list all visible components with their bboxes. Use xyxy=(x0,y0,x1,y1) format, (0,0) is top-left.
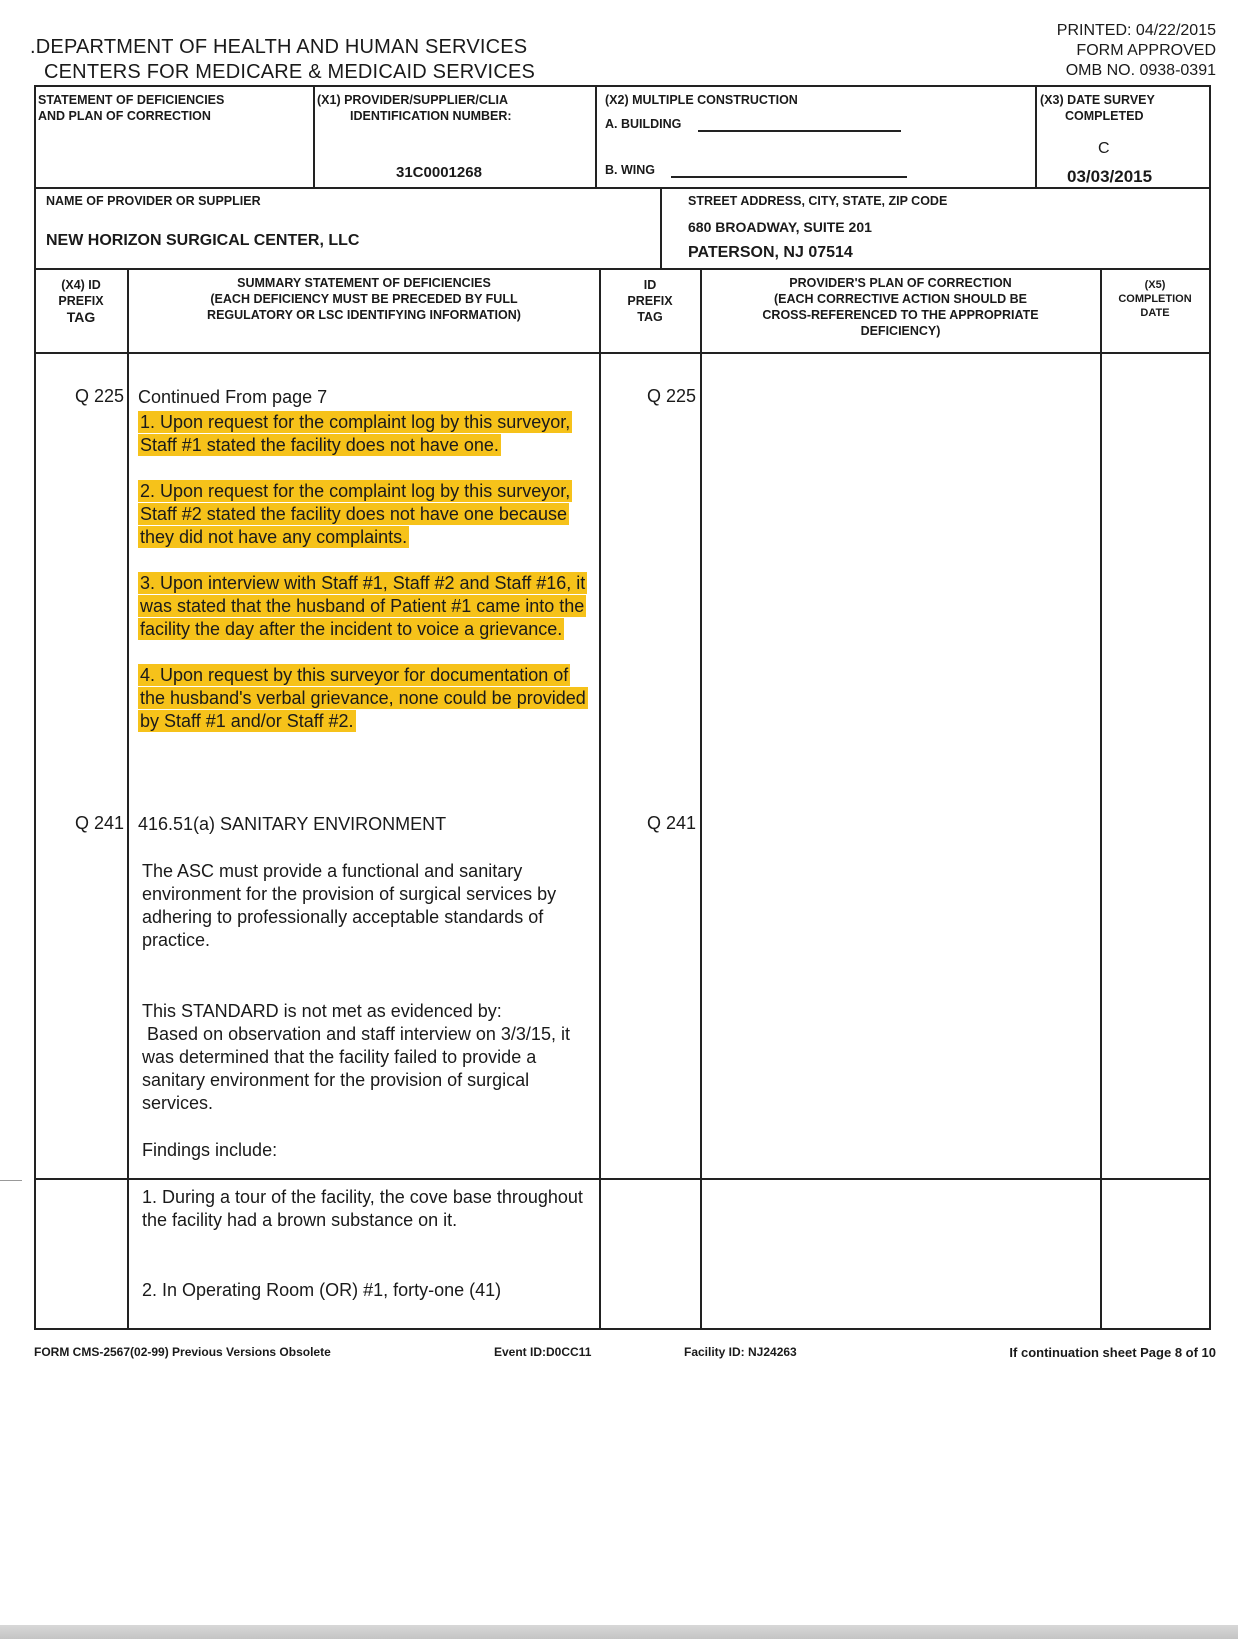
x5-header-3: DATE xyxy=(1140,307,1170,319)
plan-header-2: (EACH CORRECTIVE ACTION SHOULD BE xyxy=(773,292,1027,306)
building-label: A. BUILDING xyxy=(605,117,682,131)
q241-basis: Based on observation and staff interview on 3/3/15, it was determined that the facility failed to provide a sanitary environment for the provision of surgical services. xyxy=(142,1024,575,1113)
q241-tag-right: Q 241 xyxy=(646,813,696,833)
provider-name: NEW HORIZON SURGICAL CENTER, LLC xyxy=(46,232,360,249)
address-line1: 680 BROADWAY, SUITE 201 xyxy=(688,219,872,235)
plan-header-4: DEFICIENCY) xyxy=(860,324,941,338)
id-header-3: TAG xyxy=(637,310,663,324)
form-approved: FORM APPROVED xyxy=(1076,42,1216,59)
scan-edge-bar xyxy=(0,1625,1238,1639)
footer-event-id: Event ID:D0CC11 xyxy=(494,1345,592,1359)
q241-tag: Q 241 xyxy=(74,813,124,833)
continued-from: Continued From page 7 xyxy=(138,387,328,407)
wing-label: B. WING xyxy=(605,163,655,177)
x4-header-3: TAG xyxy=(66,309,96,325)
x1-label-1: (X1) PROVIDER/SUPPLIER/CLIA xyxy=(317,93,508,107)
printed-date: PRINTED: 04/22/2015 xyxy=(1056,22,1216,39)
q241-title: 416.51(a) SANITARY ENVIRONMENT xyxy=(138,814,447,834)
building-field xyxy=(698,130,901,132)
footer-page-number: If continuation sheet Page 8 of 10 xyxy=(1009,1345,1216,1360)
x3-label-1: (X3) DATE SURVEY xyxy=(1040,93,1155,107)
finding-item-3: 3. Upon interview with Staff #1, Staff #2 and Staff #16, it was stated that the husband of Patient #1 came into the facility the day after the incident to voice a grievance. xyxy=(140,573,586,639)
wing-field xyxy=(671,176,907,178)
statement-label-1: STATEMENT OF DEFICIENCIES xyxy=(38,93,225,107)
summary-header-3: REGULATORY OR LSC IDENTIFYING INFORMATION) xyxy=(207,308,521,322)
finding-item-2: 2. Upon request for the complaint log by this surveyor, Staff #2 stated the facility does not have one because they did not have any complaints. xyxy=(140,481,571,547)
x5-header-1: (X5) xyxy=(1144,279,1166,291)
q241-standard: The ASC must provide a functional and sanitary environment for the provision of surgical services by adhering to professionally acceptable standards of practice. xyxy=(142,861,557,950)
q225-tag-right: Q 225 xyxy=(646,386,696,406)
survey-code: C xyxy=(1098,140,1110,157)
q241-finding-1: 1. During a tour of the facility, the cove base throughout the facility had a brown substance on it. xyxy=(142,1187,583,1230)
x4-header-2: PREFIX xyxy=(58,294,104,308)
footer-facility-id: Facility ID: NJ24263 xyxy=(684,1345,797,1359)
plan-header-1: PROVIDER'S PLAN OF CORRECTION xyxy=(789,276,1012,290)
plan-header-3: CROSS-REFERENCED TO THE APPROPRIATE xyxy=(762,308,1039,322)
agency-name-line1: .DEPARTMENT OF HEALTH AND HUMAN SERVICES xyxy=(30,36,528,58)
q241-finding-2: 2. In Operating Room (OR) #1, forty-one (41) xyxy=(142,1280,502,1300)
id-header-2: PREFIX xyxy=(627,294,673,308)
x1-label-2: IDENTIFICATION NUMBER: xyxy=(350,109,512,123)
footer-form-id: FORM CMS-2567(02-99) Previous Versions Obsolete xyxy=(34,1345,331,1359)
deficiency-text-q225 xyxy=(138,386,593,733)
finding-item-4: 4. Upon request by this surveyor for documentation of the husband's verbal grievance, none could be provided by Staff #1 and/or Staff #2. xyxy=(140,665,586,731)
summary-header-1: SUMMARY STATEMENT OF DEFICIENCIES xyxy=(237,276,491,290)
address-label: STREET ADDRESS, CITY, STATE, ZIP CODE xyxy=(688,194,948,208)
omb-number: OMB NO. 0938-0391 xyxy=(1065,62,1216,79)
survey-completed-date: 03/03/2015 xyxy=(1067,167,1153,186)
summary-header-2: (EACH DEFICIENCY MUST BE PRECEDED BY FULL xyxy=(210,292,518,306)
x3-label-2: COMPLETED xyxy=(1065,109,1144,123)
statement-label-2: AND PLAN OF CORRECTION xyxy=(38,109,211,123)
findings-include: Findings include: xyxy=(142,1140,278,1160)
q225-tag: Q 225 xyxy=(74,386,124,406)
x5-header-2: COMPLETION xyxy=(1118,293,1192,305)
finding-item-1: 1. Upon request for the complaint log by this surveyor, Staff #1 stated the facility does not have one. xyxy=(140,412,571,455)
x4-header-1: (X4) ID xyxy=(61,278,101,292)
agency-name-line2: CENTERS FOR MEDICARE & MEDICAID SERVICES xyxy=(44,61,536,83)
id-header-1: ID xyxy=(643,278,657,292)
provider-id-number: 31C0001268 xyxy=(396,164,482,181)
address-line2: PATERSON, NJ 07514 xyxy=(688,244,853,261)
q241-not-met: This STANDARD is not met as evidenced by: xyxy=(142,1001,502,1021)
scan-mark xyxy=(0,1180,22,1181)
provider-name-label: NAME OF PROVIDER OR SUPPLIER xyxy=(46,194,261,208)
x2-label: (X2) MULTIPLE CONSTRUCTION xyxy=(605,93,798,107)
